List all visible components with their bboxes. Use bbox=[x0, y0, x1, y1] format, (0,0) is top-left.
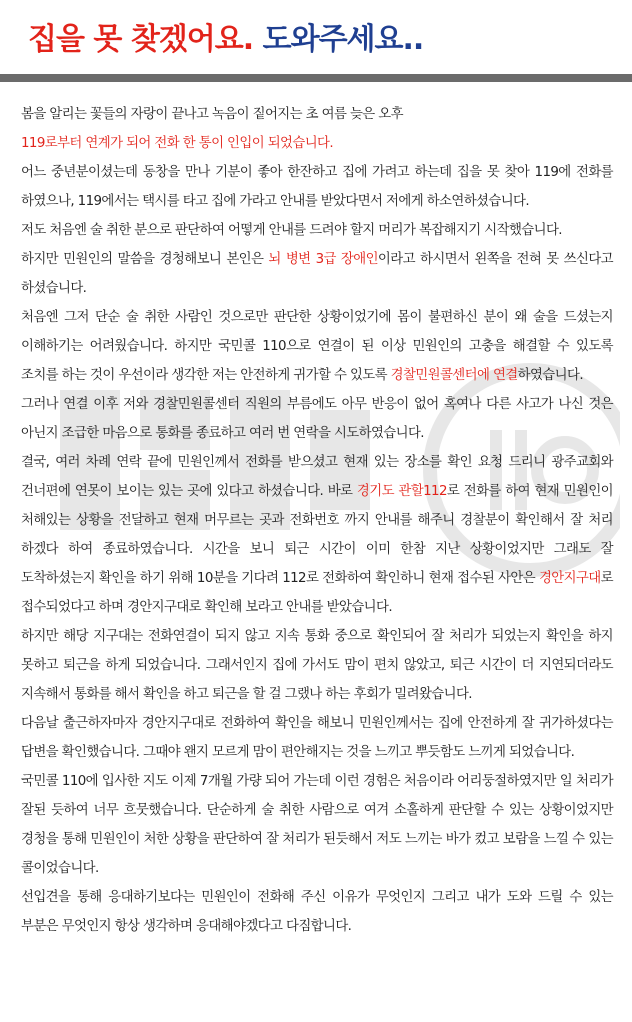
text-segment: 처음엔 그저 단순 술 취한 사람인 것으로만 판단한 상황이었기에 몸이 불편하신 분이 왜 술을 드셨는지 이해하기는 어려웠습니다. 하지만 국민콜 110으로 연결이 된 이상 민원인의 고충을 해결할 수 있도록 조치를 하는 것이 우선이라 생각한 저는 안전하게 귀가할 수 있도록 bbox=[21, 310, 613, 383]
paragraph: 하지만 해당 지구대는 전화연결이 되지 않고 지속 통화 중으로 확인되어 잘 처리가 되었는지 확인을 하지 못하고 퇴근을 하게 되었습니다. 그래서인지 집에 가서도 맘이 편치 않았고, 퇴근 시간이 더 지연되더라도 지속해서 통화를 해서 확인을 하고 퇴근을 할 걸 그랬나 하는 후회가 밀려왔습니다. bbox=[21, 629, 613, 702]
paragraph bbox=[21, 448, 613, 622]
paragraph: 국민콜 110에 입사한 지도 이제 7개월 가량 되어 가는데 이런 경험은 처음이라 어리둥절하였지만 일 처리가 잘된 듯하여 너무 흐뭇했습니다. 단순하게 술 취한 사람으로 여겨 소홀하게 판단할 수 있는 상황이었지만 경청을 통해 민원인이 처한 상황을 판단하여 잘 처리가 된듯해서 저도 느끼는 바가 컸고 보람을 느낄 수 있는 콜이었습니다. bbox=[21, 774, 613, 876]
paragraph-intro: 봄을 알리는 꽃들의 자랑이 끝나고 녹음이 짙어지는 초 여름 늦은 오후 bbox=[21, 107, 403, 122]
paragraph: 다음날 출근하자마자 경안지구대로 전화하여 확인을 해보니 민원인께서는 집에 안전하게 잘 귀가하셨다는 답변을 확인했습니다. 그때야 왠지 모르게 맘이 편안해지는 것을 느끼고 뿌듯함도 느끼게 되었습니다. bbox=[21, 716, 613, 760]
paragraph: 저도 처음엔 술 취한 분으로 판단하여 어떻게 안내를 드려야 할지 머리가 복잡해지기 시작했습니다. bbox=[21, 223, 562, 238]
paragraph bbox=[21, 245, 613, 303]
paragraph: 그러나 연결 이후 저와 경찰민원콜센터 직원의 부름에도 아무 반응이 없어 혹여나 다른 사고가 나신 것은 아닌지 조급한 마음으로 통화를 종료하고 여러 번 연락을 시도하였습니다. bbox=[21, 397, 613, 441]
header-divider bbox=[0, 74, 632, 82]
paragraph bbox=[21, 303, 613, 390]
text-segment: 결국, 여러 차례 연락 끝에 민원인께서 전화를 받으셨고 현재 있는 장소를 확인 요청 드리니 광주교회와 건너편에 연못이 보이는 있는 곳에 있다고 하셨습니다. 바로 bbox=[21, 455, 613, 499]
page-title-part2: 도와주세요.. bbox=[262, 22, 424, 57]
page-title bbox=[28, 14, 423, 58]
page-title-part1: 집을 못 찾겠어요. bbox=[28, 22, 254, 57]
text-segment: 로 전화를 하여 현재 민원인이 처해있는 상황을 전달하고 현재 머무르는 곳과 전화번호 까지 안내를 해주니 경찰분이 확인해서 잘 처리 하겠다 하여 종료하였습니다. 시간을 보니 퇴근 시간이 이미 한참 지난 상황이었지만 그래도 잘 도착하셨는지 확인을 하기 위해 10분을 기다려 112로 전화하여 확인하니 현재 접수된 사안은 bbox=[21, 484, 613, 586]
text-segment: 하지만 민원인의 말씀을 경청해보니 본인은 bbox=[21, 252, 269, 267]
text-segment: 하였습니다. bbox=[517, 368, 583, 383]
text-segment: 이라고 하시면서 왼쪽을 전혀 못 쓰신다고 하셨습니다. bbox=[21, 252, 613, 296]
text-segment: 로 접수되었다고 하며 경안지구대로 확인해 보라고 안내를 받았습니다. bbox=[21, 571, 613, 615]
article-body bbox=[21, 100, 613, 941]
highlight-text: 경찰민원콜센터에 연결 bbox=[390, 368, 518, 383]
paragraph: 선입견을 통해 응대하기보다는 민원인이 전화해 주신 이유가 무엇인지 그리고 내가 도와 드릴 수 있는 부분은 무엇인지 항상 생각하며 응대해야겠다고 다짐합니다. bbox=[21, 890, 613, 934]
highlight-text: 뇌 병변 3급 장애인 bbox=[268, 252, 378, 267]
paragraph: 어느 중년분이셨는데 동창을 만나 기분이 좋아 한잔하고 집에 가려고 하는데 집을 못 찾아 119에 전화를 하였으나, 119에서는 택시를 타고 집에 가라고 안내를 받았다면서 저에게 하소연하셨습니다. bbox=[21, 165, 613, 209]
header bbox=[0, 0, 632, 74]
paragraph-highlight-call: 119로부터 연계가 되어 전화 한 통이 인입이 되었습니다. bbox=[21, 136, 334, 151]
highlight-text: 경안지구대 bbox=[538, 571, 601, 586]
highlight-text: 경기도 관할112 bbox=[356, 484, 447, 499]
